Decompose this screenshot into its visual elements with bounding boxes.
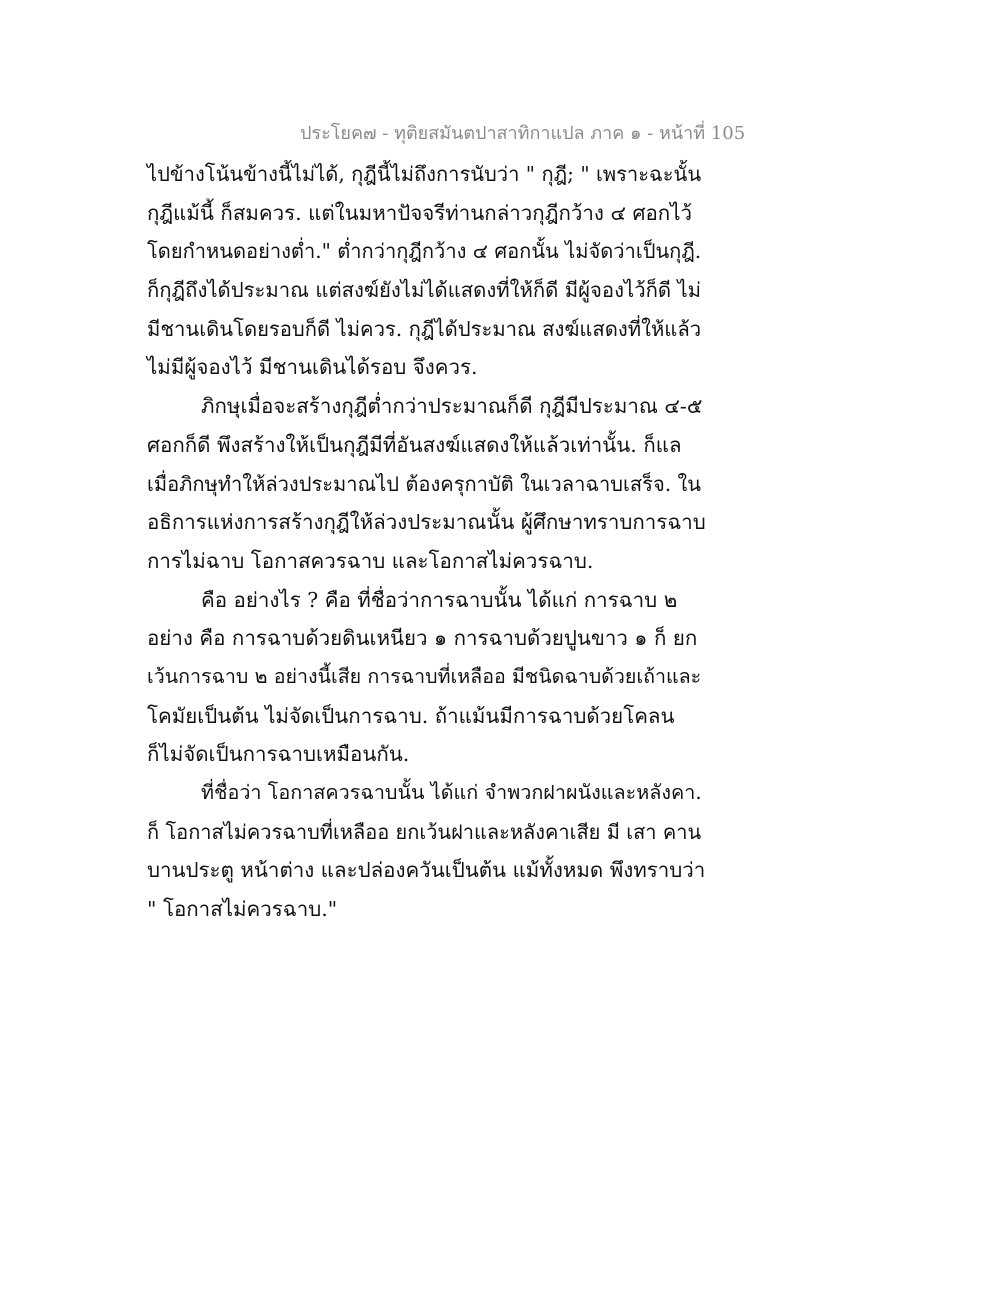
- text-line: การไม่ฉาบ โอกาสควรฉาบ และโอกาสไม่ควรฉาบ.: [147, 548, 594, 573]
- text-line: ก็กุฎีถึงได้ประมาณ แต่สงฆ์ยังไม่ได้แสดงที่ให้ก็ดี มีผู้จองไว้ก็ดี ไม่: [147, 278, 702, 303]
- paragraph-first-line: คือ อย่างไร ? คือ ที่ชื่อว่าการฉาบนั้น ได้แก่ การฉาบ ๒: [201, 587, 678, 612]
- text-line: กุฎีแม้นี้ ก็สมควร. แต่ในมหาปัจจรีท่านกล่าวกุฎีกว้าง ๔ ศอกไว้: [147, 200, 693, 225]
- text-line: มีชานเดินโดยรอบก็ดี ไม่ควร. กุฎีได้ประมาณ สงฆ์แสดงที่ให้แล้ว: [147, 316, 702, 341]
- paragraph-first-line: ภิกษุเมื่อจะสร้างกุฎีต่ำกว่าประมาณก็ดี กุฎีมีประมาณ ๔-๕: [201, 394, 703, 419]
- text-line: ไม่มีผู้จองไว้ มีชานเดินได้รอบ จึงควร.: [147, 355, 478, 380]
- text-line: บานประตู หน้าต่าง และปล่องควันเป็นต้น แม้ทั้งหมด พึงทราบว่า: [147, 858, 706, 883]
- text-line: ไปข้างโน้นข้างนี้ไม่ได้, กุฎีนี้ไม่ถึงการนับว่า " กุฎี; " เพราะฉะนั้น: [147, 162, 702, 186]
- text-line: เมื่อภิกษุทำให้ล่วงประมาณไป ต้องครุกาบัติ ในเวลาฉาบเสร็จ. ใน: [147, 471, 702, 496]
- text-line: ก็ไม่จัดเป็นการฉาบเหมือนกัน.: [147, 742, 410, 767]
- text-line: โคมัยเป็นต้น ไม่จัดเป็นการฉาบ. ถ้าแม้นมีการฉาบด้วยโคลน: [147, 703, 675, 728]
- text-line: โดยกำหนดอย่างต่ำ." ต่ำกว่ากุฎีกว้าง ๔ ศอกนั้น ไม่จัดว่าเป็นกุฎี.: [147, 239, 702, 264]
- text-line: อธิการแห่งการสร้างกุฎีให้ล่วงประมาณนั้น ผู้ศึกษาทราบการฉาบ: [147, 510, 706, 535]
- text-line: " โอกาสไม่ควรฉาบ.": [147, 897, 338, 922]
- running-header: ประโยค๗ - ทุติยสมันตปาสาทิกาแปล ภาค ๑ - หน้าที่ 105: [300, 123, 746, 144]
- text-line: ก็ โอกาสไม่ควรฉาบที่เหลืออ ยกเว้นฝาและหลังคาเสีย มี เสา คาน: [147, 819, 702, 844]
- text-line: ศอกก็ดี พึงสร้างให้เป็นกุฎีมีที่อันสงฆ์แสดงให้แล้วเท่านั้น. ก็แล: [147, 432, 682, 457]
- text-line: อย่าง คือ การฉาบด้วยดินเหนียว ๑ การฉาบด้วยปูนขาว ๑ ก็ ยก: [147, 626, 698, 651]
- paragraph-first-line: ที่ชื่อว่า โอกาสควรฉาบนั้น ได้แก่ จำพวกฝาผนังและหลังคา.: [201, 781, 702, 804]
- body-text: [147, 155, 707, 929]
- text-line: เว้นการฉาบ ๒ อย่างนี้เสีย การฉาบที่เหลืออ มีชนิดฉาบด้วยเถ้าและ: [147, 664, 702, 688]
